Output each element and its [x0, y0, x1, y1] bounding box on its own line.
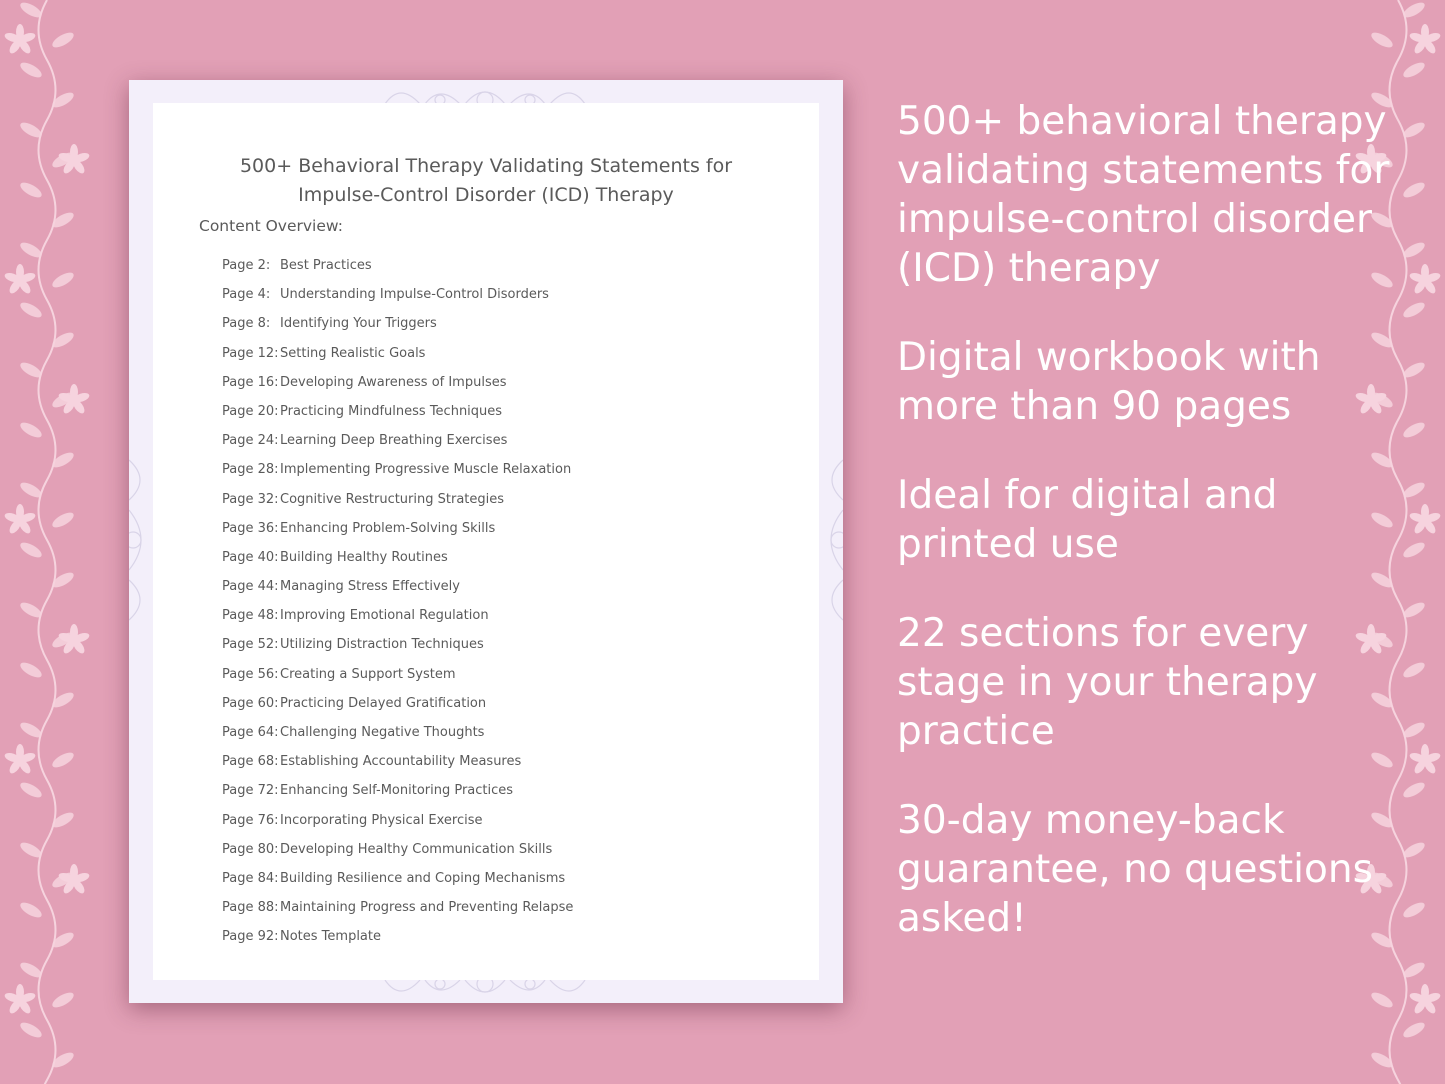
toc-section-title: Notes Template: [280, 929, 381, 945]
toc-page-number: Page 72:: [222, 783, 279, 799]
feature-text: 30-day money-back guarantee, no questions asked!: [897, 798, 1373, 941]
toc-item: [222, 514, 573, 543]
toc-section-title: Improving Emotional Regulation: [280, 608, 489, 624]
toc-item: [222, 339, 573, 368]
floral-vine-left: [0, 0, 95, 1084]
toc-section-title: Creating a Support System: [280, 666, 456, 682]
toc-page-number: Page 48:: [222, 608, 279, 624]
toc-section-title: Understanding Impulse-Control Disorders: [280, 287, 549, 303]
toc-item: [222, 660, 573, 689]
toc-page-number: Page 36:: [222, 520, 279, 536]
document-title: [153, 152, 819, 210]
feature-text: 500+ behavioral therapy validating statements for impulse-control disorder (ICD) therapy: [897, 99, 1390, 291]
toc-section-title: Practicing Mindfulness Techniques: [280, 403, 503, 419]
toc-section-title: Building Healthy Routines: [280, 549, 448, 565]
toc-page-number: Page 80:: [222, 841, 279, 857]
toc-page-number: Page 52:: [222, 637, 279, 653]
toc-section-title: Establishing Accountability Measures: [280, 754, 522, 770]
feature-list: [897, 97, 1417, 983]
feature-text: 22 sections for every stage in your therapy practice: [897, 611, 1318, 754]
feature-text: Digital workbook with more than 90 pages: [897, 335, 1321, 429]
toc-item: [222, 572, 573, 601]
toc-page-number: Page 16:: [222, 374, 279, 390]
toc-section-title: Enhancing Problem-Solving Skills: [280, 520, 496, 536]
mandala-ornament-left: [129, 450, 153, 630]
toc-item: [222, 455, 573, 484]
toc-page-number: Page 8:: [222, 316, 271, 332]
toc-section-title: Identifying Your Triggers: [280, 316, 437, 332]
toc-page-number: Page 40:: [222, 549, 279, 565]
toc-section-title: Incorporating Physical Exercise: [280, 812, 483, 828]
toc-section-title: Best Practices: [280, 258, 372, 273]
toc-page-number: Page 56:: [222, 666, 279, 682]
toc-item: [222, 893, 573, 922]
toc-page-number: Page 28:: [222, 462, 279, 478]
toc-section-title: Setting Realistic Goals: [280, 345, 426, 361]
toc-page-number: Page 92:: [222, 929, 279, 945]
toc-item: [222, 806, 573, 835]
toc-page-number: Page 88:: [222, 900, 279, 916]
toc-page-number: Page 60:: [222, 695, 279, 711]
toc-item: [222, 397, 573, 426]
toc-section-title: Practicing Delayed Gratification: [280, 695, 487, 711]
toc-page-number: Page 20:: [222, 403, 279, 419]
toc-page-number: Page 4:: [222, 287, 271, 303]
toc-page-number: Page 12:: [222, 345, 279, 361]
toc-item: [222, 689, 573, 718]
toc-section-title: Developing Healthy Communication Skills: [280, 841, 553, 857]
toc-item: [222, 718, 573, 747]
toc-page-number: Page 64:: [222, 725, 279, 740]
toc-item: [222, 426, 573, 455]
toc-item: [222, 776, 573, 805]
toc-section-title: Building Resilience and Coping Mechanisms: [280, 870, 566, 886]
mandala-ornament-bottom: [380, 980, 590, 1004]
toc-item: [222, 251, 573, 280]
toc-item: [222, 864, 573, 893]
document-title-line-2: Impulse-Control Disorder (ICD) Therapy: [298, 183, 674, 206]
toc-item: [222, 630, 573, 659]
toc-section-title: Learning Deep Breathing Exercises: [280, 433, 508, 449]
toc-section-title: Enhancing Self-Monitoring Practices: [280, 783, 514, 799]
toc-item: [222, 922, 573, 951]
table-of-contents: [222, 251, 573, 952]
toc-page-number: Page 68:: [222, 754, 279, 770]
toc-item: [222, 601, 573, 630]
toc-section-title: Developing Awareness of Impulses: [280, 374, 507, 390]
toc-page-number: Page 2:: [222, 258, 271, 273]
toc-page-number: Page 84:: [222, 870, 279, 886]
toc-section-title: Maintaining Progress and Preventing Relapse: [280, 900, 574, 916]
toc-page-number: Page 24:: [222, 433, 279, 449]
feature-text: Ideal for digital and printed use: [897, 473, 1278, 567]
document-content: [153, 103, 819, 980]
toc-item: [222, 280, 573, 309]
toc-section-title: Implementing Progressive Muscle Relaxation: [280, 462, 572, 478]
toc-item: [222, 368, 573, 397]
mandala-ornament-right: [819, 450, 843, 630]
toc-item: [222, 543, 573, 572]
toc-item: [222, 747, 573, 776]
toc-page-number: Page 32:: [222, 491, 279, 507]
toc-section-title: Cognitive Restructuring Strategies: [280, 491, 505, 507]
toc-item: [222, 835, 573, 864]
document-title-line-1: 500+ Behavioral Therapy Validating Statements for: [239, 154, 733, 177]
toc-item: [222, 309, 573, 338]
toc-page-number: Page 44:: [222, 579, 279, 595]
toc-page-number: Page 76:: [222, 812, 279, 828]
toc-section-title: Managing Stress Effectively: [280, 579, 460, 595]
toc-item: [222, 485, 573, 514]
content-overview-heading: Content Overview:: [199, 217, 343, 235]
mandala-ornament-top: [380, 80, 590, 104]
toc-section-title: Challenging Negative Thoughts: [280, 725, 485, 740]
toc-section-title: Utilizing Distraction Techniques: [280, 637, 484, 653]
